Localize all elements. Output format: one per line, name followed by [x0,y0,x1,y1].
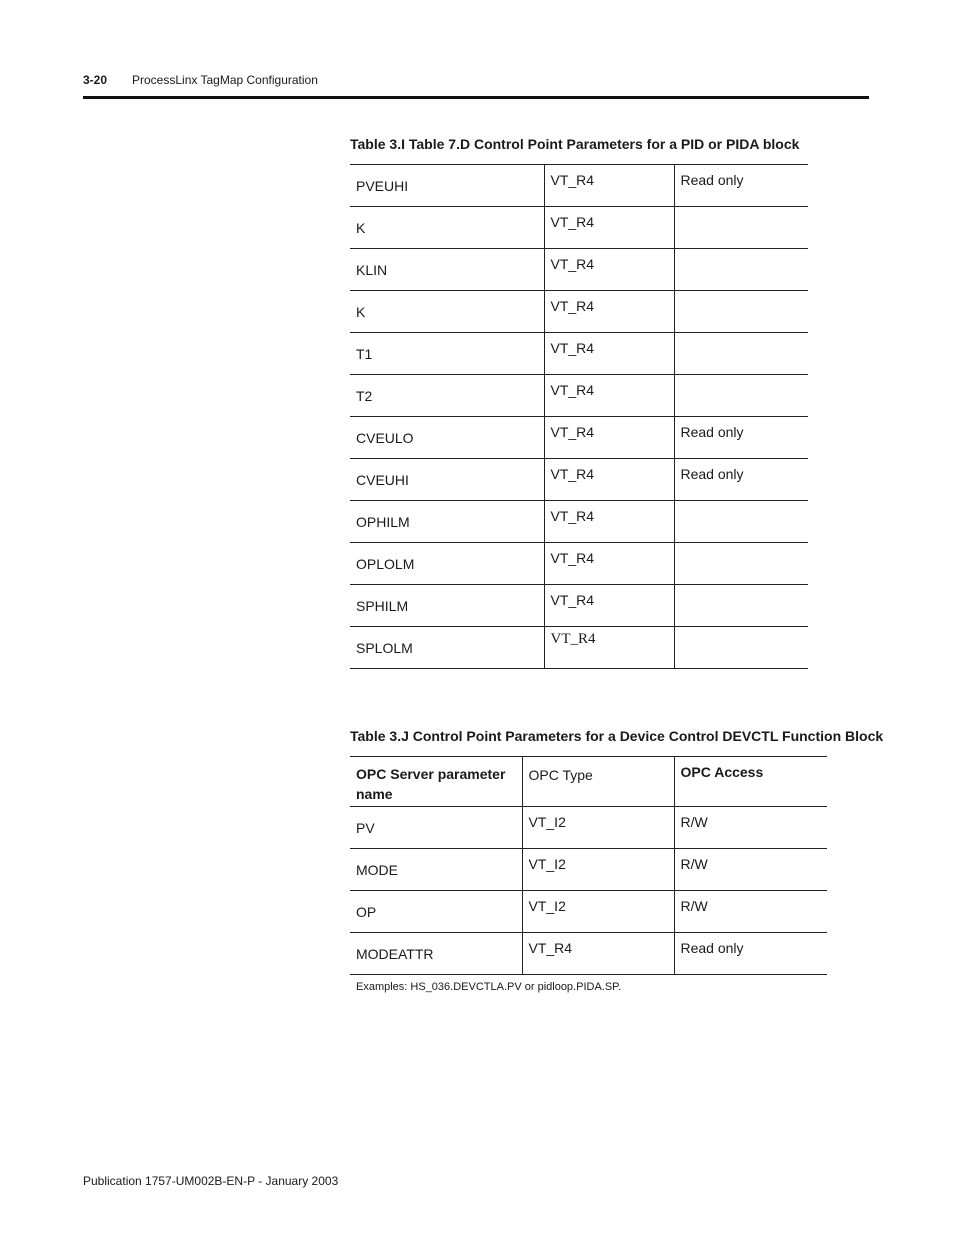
opc-type: VT_R4 [544,459,674,501]
opc-access [674,543,808,585]
opc-type: VT_R4 [544,249,674,291]
opc-type: VT_R4 [544,417,674,459]
opc-type: VT_R4 [544,207,674,249]
parameter-name: CVEUHI [350,459,544,501]
column-header-opc-type: OPC Type [522,757,674,807]
opc-access [674,333,808,375]
table-row [350,165,808,207]
table-row [350,807,827,849]
opc-access: Read only [674,417,808,459]
table-row [350,501,808,543]
table-row [350,291,808,333]
table-row [350,333,808,375]
parameter-name: K [350,291,544,333]
devctl-parameters-table [350,756,827,975]
table-header-row [350,757,827,807]
table2-caption: Table 3.J Control Point Parameters for a Device Control DEVCTL Function Block [350,728,884,744]
opc-type: VT_R4 [544,543,674,585]
pid-parameters-table [350,164,808,669]
opc-type: VT_R4 [544,375,674,417]
parameter-name: K [350,207,544,249]
opc-access: R/W [674,807,827,849]
table-row [350,543,808,585]
parameter-name: KLIN [350,249,544,291]
opc-access: Read only [674,459,808,501]
opc-access [674,249,808,291]
opc-access: Read only [674,933,827,975]
parameter-name: OP [350,891,522,933]
parameter-name: MODEATTR [350,933,522,975]
header-rule [83,96,869,99]
opc-type: VT_R4 [544,585,674,627]
table-row [350,417,808,459]
parameter-name: CVEULO [350,417,544,459]
opc-access [674,501,808,543]
page-header [83,73,318,87]
column-header-parameter-name: OPC Server parameter name [350,757,522,807]
opc-access: R/W [674,891,827,933]
opc-type: VT_R4 [544,291,674,333]
table-row [350,933,827,975]
opc-access [674,627,808,669]
page-number: 3-20 [83,73,108,87]
parameter-name: T2 [350,375,544,417]
table-row [350,207,808,249]
table-row [350,849,827,891]
parameter-name: SPLOLM [350,627,544,669]
column-header-opc-access: OPC Access [674,757,827,807]
parameter-name: PV [350,807,522,849]
opc-access [674,291,808,333]
opc-type: VT_I2 [522,807,674,849]
opc-type: VT_R4 [544,501,674,543]
chapter-title: ProcessLinx TagMap Configuration [132,73,318,87]
table-row [350,627,808,669]
opc-type: VT_R4 [544,333,674,375]
opc-access [674,375,808,417]
parameter-name: OPHILM [350,501,544,543]
opc-access [674,585,808,627]
parameter-name: MODE [350,849,522,891]
opc-access: Read only [674,165,808,207]
table-row [350,891,827,933]
parameter-name: OPLOLM [350,543,544,585]
table-row [350,585,808,627]
opc-type: VT_I2 [522,891,674,933]
examples-note: Examples: HS_036.DEVCTLA.PV or pidloop.PIDA.SP. [356,981,622,993]
parameter-name: PVEUHI [350,165,544,207]
opc-type: VT_R4 [544,627,674,669]
parameter-name: SPHILM [350,585,544,627]
table-row [350,249,808,291]
opc-access [674,207,808,249]
parameter-name: T1 [350,333,544,375]
opc-access: R/W [674,849,827,891]
opc-type: VT_I2 [522,849,674,891]
publication-footer: Publication 1757-UM002B-EN-P - January 2003 [83,1174,339,1188]
table-row [350,459,808,501]
opc-type: VT_R4 [544,165,674,207]
table-row [350,375,808,417]
table1-caption: Table 3.I Table 7.D Control Point Parameters for a PID or PIDA block [350,136,800,152]
opc-type: VT_R4 [522,933,674,975]
